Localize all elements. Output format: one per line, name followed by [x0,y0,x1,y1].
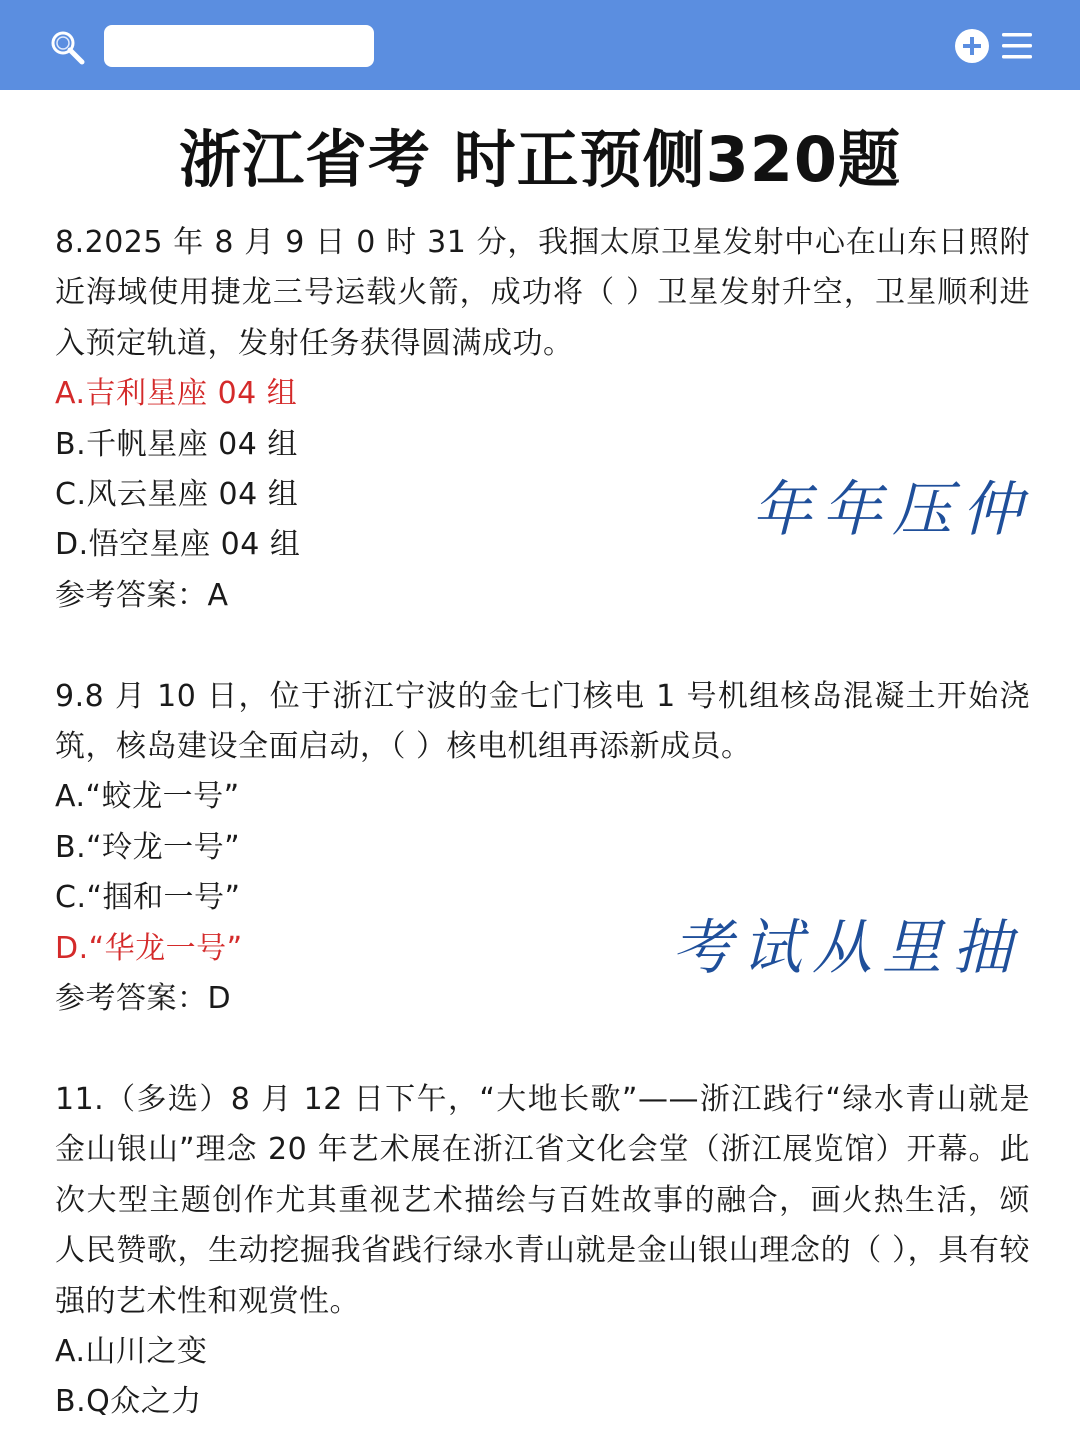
page-title: 浙江省考 时正预侧320题 [178,123,901,196]
plus-circle-icon[interactable] [954,28,990,64]
option-a[interactable]: A.山川之变 [55,1333,208,1369]
top-bar [0,0,1080,90]
question-stem: 8.2025 年 8 月 9 日 0 时 31 分，我掴太原卫星发射中心在山东日照附近海域使用捷龙三号运载火箭，成功将（ ）卫星发射升空，卫星顺利进入预定轨道，发射任务获得圆满成功。 [55,225,1030,361]
handwritten-note: 考试从里抽 [672,913,1022,983]
answer-text: 参考答案：A [55,577,229,613]
spacer [55,621,1030,671]
option-b[interactable]: B.“玲龙一号” [55,829,241,865]
search-icon[interactable] [48,28,88,68]
handwritten-note: 年年压仲 [752,475,1032,545]
question-stem: 9.8 月 10 日，位于浙江宁波的金七门核电 1 号机组核岛混凝土开始浇筑，核岛建设全面启动，（ ）核电机组再添新成员。 [55,678,1030,765]
hamburger-menu-icon[interactable] [1002,32,1032,60]
question-list [55,218,1030,1428]
option-c[interactable]: C.“掴和一号” [55,880,241,916]
option-c[interactable]: C.风云星座 04 组 [55,477,299,513]
option-b[interactable]: B.Q众之力 [55,1384,202,1420]
question-stem: 11.（多选）8 月 12 日下午，“大地长歌”——浙江践行“绿水青山就是金山银山”理念 20 年艺术展在浙江省文化会堂（浙江展览馆）开幕。此次大型主题创作尤其重视艺术描绘与百姓故事的融合，画火热生活，颂人民赞歌，生动挖掘我省践行绿水青山就是金山银山理念的（ ），具有较强的艺术性和观赏性。 [55,1081,1030,1319]
option-a[interactable]: A.吉利星座 04 组 [55,376,298,412]
search-input[interactable] [104,25,374,67]
option-d[interactable]: D.“华龙一号” [55,930,243,966]
spacer [55,1024,1030,1074]
answer-text: 参考答案：D [55,981,232,1017]
option-d[interactable]: D.悟空星座 04 组 [55,527,301,563]
option-a[interactable]: A.“蛟龙一号” [55,779,240,815]
option-b[interactable]: B.千帆星座 04 组 [55,426,298,462]
